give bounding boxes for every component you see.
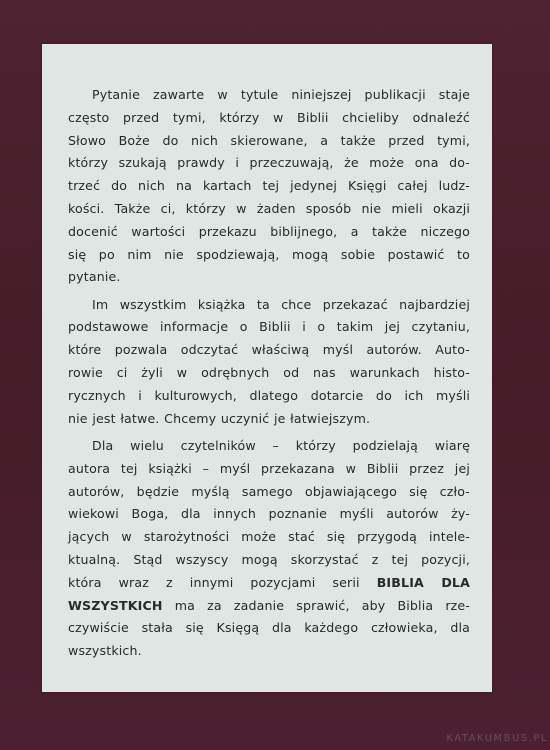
text-line: się po nim nie spodziewają, mogą sobie postawić to — [68, 246, 470, 262]
text-line: Słowo Boże do nich skierowane, a także przed tymi, — [68, 132, 470, 148]
text-line: trzeć do nich na kartach tej jedynej Księgi całej ludz- — [68, 178, 470, 194]
text-line: wszystkich. — [68, 643, 142, 659]
series-name-continued: WSZYSTKICH — [68, 597, 163, 613]
text-fragment: ma za zadanie sprawić, aby Biblia rze- — [174, 597, 470, 613]
text-fragment: która wraz z innymi pozycjami serii — [68, 574, 360, 590]
text-line: wiekowi Boga, dla innych poznanie myśli autorów ży- — [68, 506, 470, 522]
text-line: czywiście stała się Księgą dla każdego człowieka, dla — [68, 620, 470, 636]
text-line: Im wszystkim książka ta chce przekazać najbardziej — [92, 296, 470, 312]
series-name: BIBLIA DLA — [376, 574, 470, 590]
text-line: rycznych i kulturowych, dlatego dotarcie do ich myśli — [68, 387, 470, 403]
text-line: które pozwala odczytać właściwą myśl autorów. Auto- — [68, 342, 470, 358]
text-line: Dla wielu czytelników – którzy podzielają wiarę — [92, 437, 470, 453]
watermark: KATAKUMBUS.PL — [446, 733, 548, 744]
paragraph-2 — [68, 294, 470, 431]
text-line: nie jest łatwe. Chcemy uczynić je łatwiejszym. — [68, 410, 371, 426]
text-line — [68, 572, 470, 595]
text-line: ktualną. Stąd wszyscy mogą skorzystać z tej pozycji, — [68, 551, 470, 567]
paragraph-1 — [68, 84, 470, 289]
paragraph-3 — [68, 435, 470, 663]
text-line: rowie ci żyli w odrębnych od nas warunkach histo- — [68, 365, 470, 381]
text-line: pytanie. — [68, 269, 121, 285]
text-line: którzy szukają prawdy i przeczuwają, że może ona do- — [68, 155, 470, 171]
text-line: kości. Także ci, którzy w żaden sposób nie mieli okazji — [68, 200, 470, 216]
text-line: podstawowe informacje o Biblii i o takim jej czytaniu, — [68, 319, 470, 335]
text-line: autora tej książki – myśl przekazana w Biblii przez jej — [68, 460, 470, 476]
text-line — [68, 595, 470, 618]
text-line: jących w starożytności może stać się przygodą intele- — [68, 529, 470, 545]
blurb-text — [68, 84, 470, 667]
text-line: autorów, będzie myślą samego objawiającego się czło- — [68, 483, 470, 499]
text-line: docenić wartości przekazu biblijnego, a także niczego — [68, 223, 470, 239]
text-line: często przed tymi, którzy w Biblii chcieliby odnaleźć — [68, 109, 470, 125]
text-line: Pytanie zawarte w tytule niniejszej publikacji staje — [92, 87, 470, 102]
